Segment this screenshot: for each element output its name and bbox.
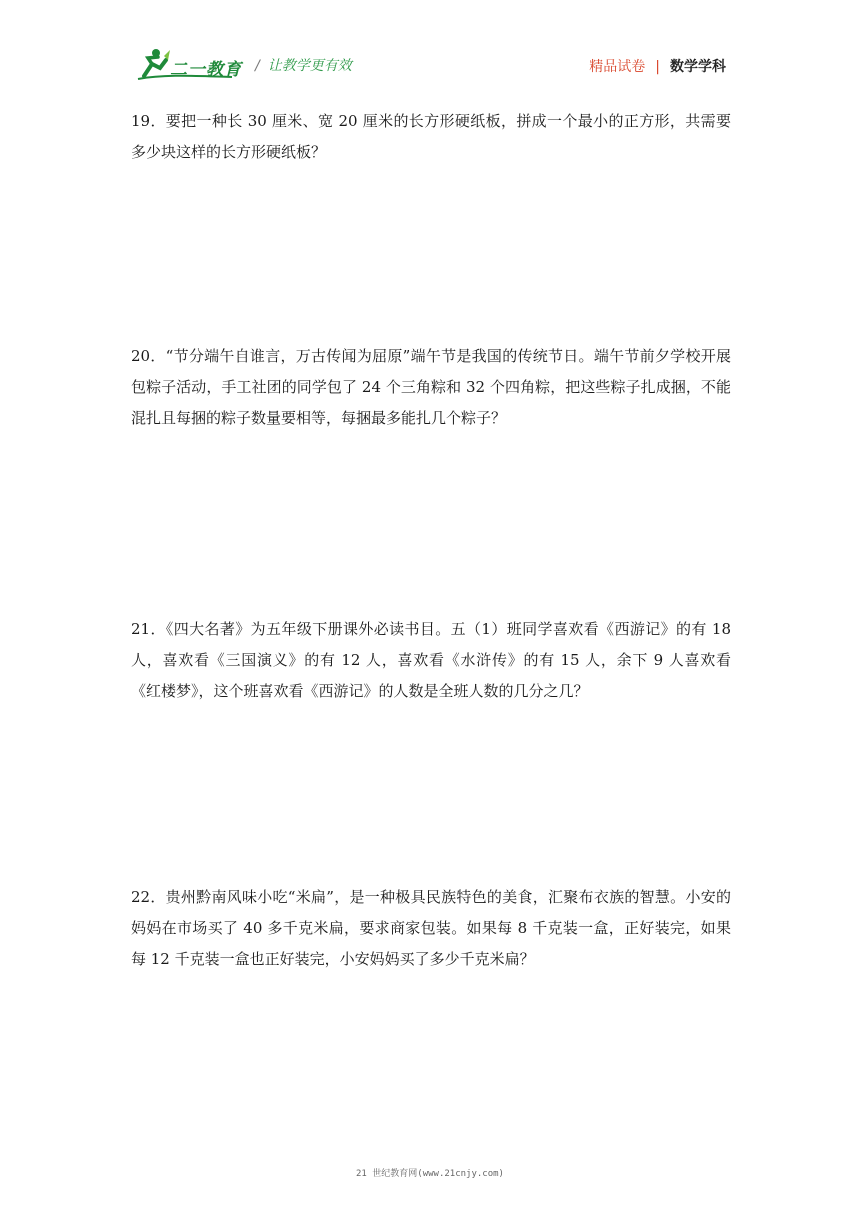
brand-separator: | bbox=[655, 59, 660, 75]
page-footer: 21 世纪教育网(www.21cnjy.com) bbox=[356, 1169, 504, 1179]
page-header bbox=[0, 0, 860, 100]
question-19: 19．要把一种长 30 厘米、宽 20 厘米的长方形硬纸板，拼成一个最小的正方形，共需要多少块这样的长方形硬纸板？ bbox=[131, 112, 731, 161]
slogan-slash: / bbox=[255, 58, 260, 74]
question-22: 22．贵州黔南风味小吃“米扁”，是一种极具民族特色的美食，汇聚布衣族的智慧。小安的妈妈在市场买了 40 多千克米扁，要求商家包装。如果每 8 千克装一盒，正好装完，如果每 12 千克装一盒也正好装完，小安妈妈买了多少千克米扁？ bbox=[131, 888, 731, 968]
brand-label bbox=[589, 56, 726, 76]
brand-subject-label: 数学学科 bbox=[670, 59, 726, 75]
brand-quality-label: 精品试卷 bbox=[589, 59, 646, 75]
question-21: 21．《四大名著》为五年级下册课外必读书目。五（1）班同学喜欢看《西游记》的有 18 人，喜欢看《三国演义》的有 12 人，喜欢看《水浒传》的有 15 人，余下 9 人喜欢看《红楼梦》，这个班喜欢看《西游记》的人数是全班人数的几分之几？ bbox=[131, 620, 731, 700]
slogan-text: 让教学更有效 bbox=[267, 58, 352, 74]
slogan bbox=[255, 55, 352, 75]
question-20: 20．“节分端午自谁言，万古传闻为屈原”端午节是我国的传统节日。端午节前夕学校开展包粽子活动，手工社团的同学包了 24 个三角粽和 32 个四角粽，把这些粽子扎成捆，不能混扎且每捆的粽子数量要相等，每捆最多能扎几个粽子？ bbox=[131, 347, 731, 427]
logo-text: 二一教育 bbox=[170, 60, 242, 80]
